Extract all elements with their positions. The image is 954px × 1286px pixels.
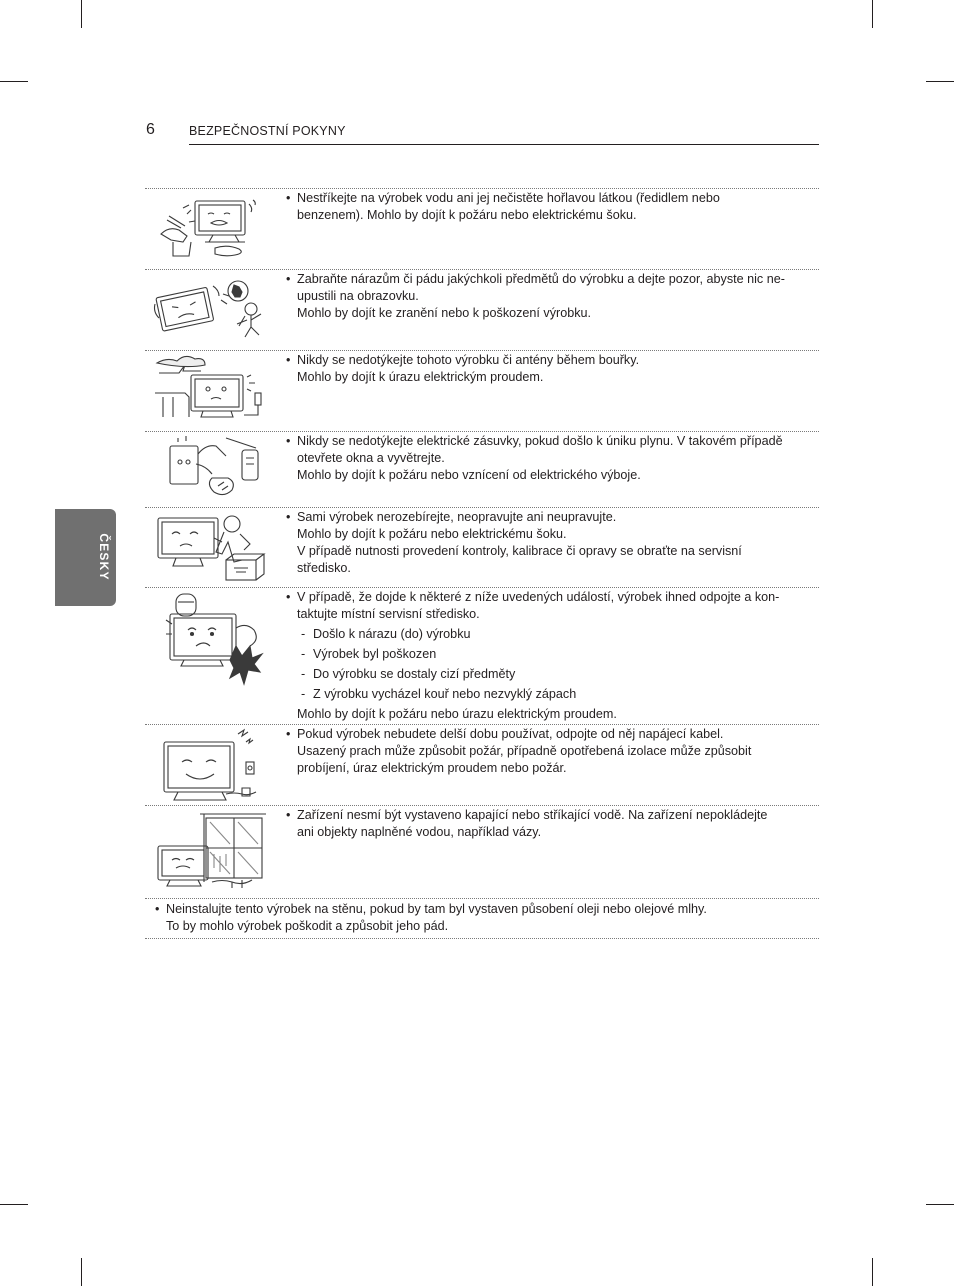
bullet-point: • [286, 510, 291, 524]
dash-marker: - [301, 687, 306, 701]
item-text: otevřete okna a vyvětrejte. [297, 451, 445, 465]
row-separator [145, 587, 819, 588]
sub-list [286, 626, 816, 703]
item-text: V případě nutnosti provedení kontroly, kalibrace či opravy se obraťte na servisní [297, 544, 742, 558]
row-separator [145, 350, 819, 351]
dash-marker: - [301, 627, 306, 641]
language-side-tab-label: ČESKY [97, 533, 111, 581]
tv-disassembly-illustration [154, 510, 270, 584]
row-separator [145, 269, 819, 270]
bullet-point: • [286, 808, 291, 822]
item-text: Mohlo by dojít k požáru nebo elektrickému šoku. [297, 527, 567, 541]
item-text: Mohlo by dojít ke zranění nebo k poškození výrobku. [297, 306, 592, 320]
row-separator [145, 188, 819, 189]
item-text: To by mohlo výrobek poškodit a způsobit jeho pád. [166, 919, 449, 933]
bullet-point: • [155, 902, 160, 916]
row-separator [145, 938, 819, 939]
safety-item [286, 433, 816, 484]
sub-list-item [297, 686, 816, 703]
crop-mark [0, 1204, 28, 1205]
sub-list-item [297, 646, 816, 663]
row-separator [145, 805, 819, 806]
item-text: probíjení, úraz elektrickým proudem nebo požár. [297, 761, 567, 775]
item-text: Zařízení nesmí být vystaveno kapající nebo stříkající vodě. Na zařízení nepokládejte [297, 808, 768, 822]
row-separator [145, 431, 819, 432]
section-title: BEZPEČNOSTNÍ POKYNY [189, 124, 346, 138]
dash-marker: - [301, 667, 306, 681]
safety-item [286, 190, 816, 224]
crop-mark [926, 1204, 954, 1205]
item-text: Mohlo by dojít k úrazu elektrickým proudem. [297, 370, 544, 384]
item-text: Mohlo by dojít k požáru nebo vznícení od elektrického výboje. [297, 468, 641, 482]
sub-item-text: Výrobek byl poškozen [313, 647, 437, 661]
sub-item-text: Do výrobku se dostaly cizí předměty [313, 667, 516, 681]
safety-item [286, 352, 816, 386]
item-text: V případě, že dojde k některé z níže uvedených událostí, výrobek ihned odpojte a kon- [297, 590, 780, 604]
bullet-point: • [286, 272, 291, 286]
tv-damage-smoke-illustration [164, 590, 264, 686]
item-text: Zabraňte nárazům či pádu jakýchkoli předmětů do výrobku a dejte pozor, abyste nic ne- [297, 272, 785, 286]
bullet-point: • [286, 727, 291, 741]
crop-mark [81, 1258, 82, 1286]
crop-mark [872, 1258, 873, 1286]
safety-item [286, 589, 816, 723]
crop-mark [926, 81, 954, 82]
header-rule [189, 144, 819, 145]
item-text: taktujte místní servisní středisko. [297, 607, 480, 621]
bullet-point: • [286, 353, 291, 367]
item-text: ani objekty naplněné vodou, například vázy. [297, 825, 542, 839]
tv-lightning-storm-illustration [155, 353, 267, 425]
sub-list-item [297, 626, 816, 643]
sub-list-item [297, 666, 816, 683]
bullet-point: • [286, 434, 291, 448]
row-separator [145, 898, 819, 899]
safety-item [286, 726, 816, 777]
item-text: Nestříkejte na výrobek vodu ani jej nečistěte hořlavou látkou (ředidlem nebo [297, 191, 720, 205]
safety-item [286, 807, 816, 841]
page-number: 6 [146, 121, 155, 138]
item-text: benzenem). Mohlo by dojít k požáru nebo elektrickému šoku. [297, 208, 637, 222]
row-separator [145, 507, 819, 508]
crop-mark [81, 0, 82, 28]
crop-mark [872, 0, 873, 28]
bullet-point: • [286, 590, 291, 604]
item-text: Pokud výrobek nebudete delší dobu používat, odpojte od něj napájecí kabel. [297, 727, 724, 741]
item-text: Usazený prach může způsobit požár, případně opotřebená izolace může způsobit [297, 744, 752, 758]
item-text: Mohlo by dojít k požáru nebo úrazu elektrickým proudem. [297, 707, 617, 721]
item-text: upustili na obrazovku. [297, 289, 419, 303]
tv-unplug-sleeping-illustration [160, 728, 264, 802]
bullet-point: • [286, 191, 291, 205]
safety-item [286, 509, 816, 577]
dash-marker: - [301, 647, 306, 661]
gas-leak-socket-illustration [156, 434, 266, 502]
sub-item-text: Došlo k nárazu (do) výrobku [313, 627, 471, 641]
tv-spray-cleaner-illustration [153, 192, 265, 264]
crop-mark [0, 81, 28, 82]
item-text: Nikdy se nedotýkejte elektrické zásuvky, pokud došlo k úniku plynu. V takovém případě [297, 434, 783, 448]
tv-ball-impact-illustration [151, 276, 271, 344]
safety-item-full-width [155, 901, 815, 935]
row-separator [145, 724, 819, 725]
item-text: Neinstalujte tento výrobek na stěnu, pokud by tam byl vystaven působení oleji nebo olejové mlhy. [166, 902, 707, 916]
item-text: Sami výrobek nerozebírejte, neopravujte ani neupravujte. [297, 510, 617, 524]
safety-item [286, 271, 816, 322]
item-text: Nikdy se nedotýkejte tohoto výrobku či antény během bouřky. [297, 353, 640, 367]
item-text: středisko. [297, 561, 351, 575]
tv-window-water-illustration [154, 810, 266, 894]
sub-item-text: Z výrobku vycházel kouř nebo nezvyklý zápach [313, 687, 577, 701]
